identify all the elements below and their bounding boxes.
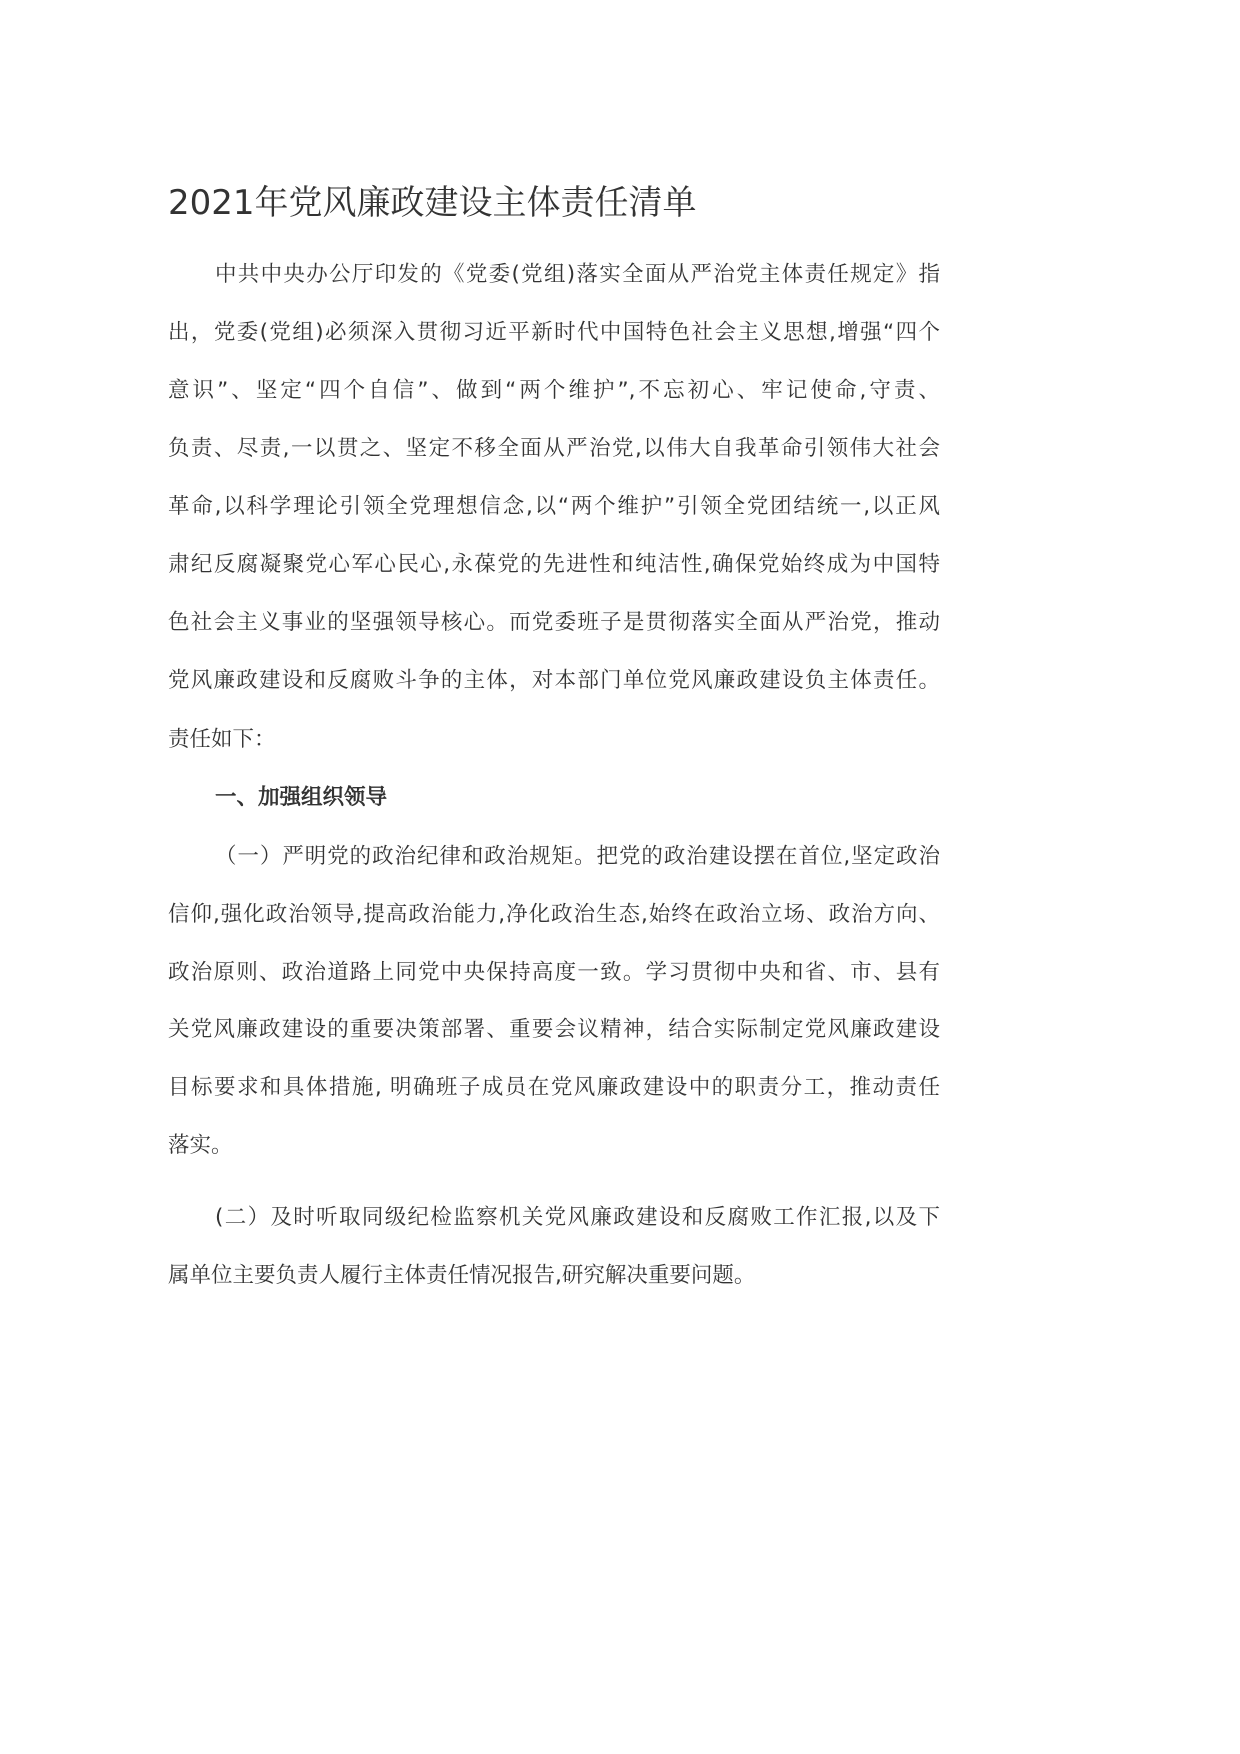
text-line: 目标要求和具体措施, 明确班子成员在党风廉政建设中的职责分工，推动责任 [168, 1075, 940, 1100]
document-title: 2021年党风廉政建设主体责任清单 [168, 183, 697, 223]
text-line: 属单位主要负责人履行主体责任情况报告,研究解决重要问题。 [168, 1263, 756, 1288]
text-line: 负责、尽责,一以贯之、坚定不移全面从严治党,以伟大自我革命引领伟大社会 [168, 436, 940, 461]
text-line: （一）严明党的政治纪律和政治规矩。把党的政治建设摆在首位,坚定政治 [215, 844, 940, 869]
text-line: 关党风廉政建设的重要决策部署、重要会议精神，结合实际制定党风廉政建设 [168, 1017, 940, 1042]
text-line: 信仰,强化政治领导,提高政治能力,净化政治生态,始终在政治立场、政治方向、 [168, 902, 940, 927]
text-line: 出，党委(党组)必须深入贯彻习近平新时代中国特色社会主义思想,增强“四个 [168, 320, 940, 345]
text-line: 责任如下： [168, 727, 276, 752]
text-line: 意识”、坚定“四个自信”、做到“两个维护”,不忘初心、牢记使命,守责、 [168, 378, 940, 403]
text-line: 中共中央办公厅印发的《党委(党组)落实全面从严治党主体责任规定》指 [215, 262, 940, 287]
text-line: 色社会主义事业的坚强领导核心。而党委班子是贯彻落实全面从严治党，推动 [168, 610, 940, 635]
text-line: 革命,以科学理论引领全党理想信念,以“两个维护”引领全党团结统一,以正风 [168, 494, 940, 519]
text-line: 政治原则、政治道路上同党中央保持高度一致。学习贯彻中央和省、市、县有 [168, 960, 940, 985]
text-line: 党风廉政建设和反腐败斗争的主体，对本部门单位党风廉政建设负主体责任。 [168, 668, 940, 693]
text-line: 落实。 [168, 1133, 233, 1158]
section-heading: 一、加强组织领导 [215, 785, 388, 810]
text-line: 肃纪反腐凝聚党心军心民心,永葆党的先进性和纯洁性,确保党始终成为中国特 [168, 552, 940, 577]
text-line: (二）及时听取同级纪检监察机关党风廉政建设和反腐败工作汇报,以及下 [215, 1205, 940, 1230]
